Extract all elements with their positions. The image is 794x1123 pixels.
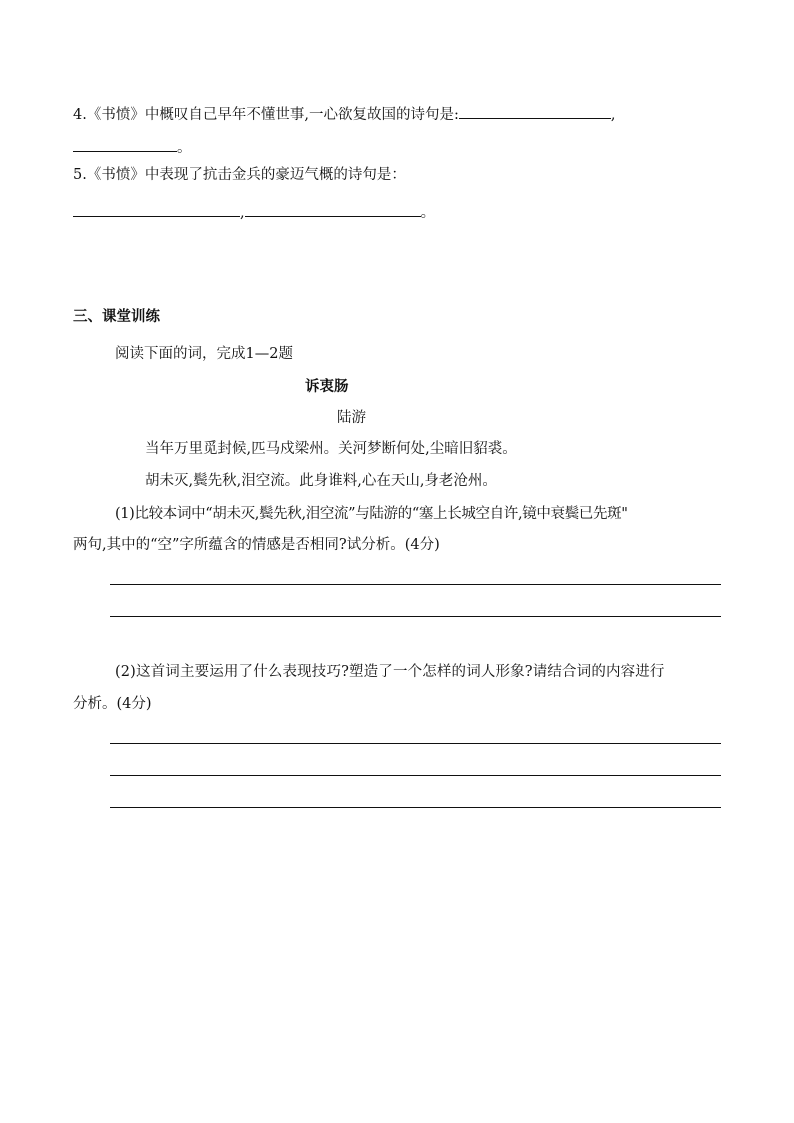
question-5-answer-blank-1[interactable] <box>73 202 240 217</box>
question-1-line-1: (1)比较本词中“胡未灭,鬓先秋,泪空流”与陆游的“塞上长城空自许,镜中衰鬓已先斑" <box>115 506 628 522</box>
poem-line-2: 胡未灭,鬓先秋,泪空流。此身谁料,心在天山,身老沧州。 <box>145 473 497 489</box>
question-2-line-2: 分析。(4分) <box>73 696 152 712</box>
question-5-text: 5.《书愤》中表现了抗击金兵的豪迈气概的诗句是： <box>73 167 406 183</box>
question-5-continuation <box>73 202 435 221</box>
question-4-continuation <box>73 137 192 156</box>
question-5-comma: , <box>240 205 245 221</box>
poem-author: 陆游 <box>337 410 366 426</box>
question-5-end: 。 <box>420 205 436 221</box>
question-2-line-1: (2)这首词主要运用了什么表现技巧?塑造了一个怎样的词人形象?请结合词的内容进行 <box>115 664 665 680</box>
question-2-answer-line-2[interactable] <box>110 775 721 776</box>
question-4-answer-blank-1[interactable] <box>459 104 611 119</box>
poem-line-1: 当年万里觅封候,匹马戍梁州。关河梦断何处,尘暗旧貂裘。 <box>145 441 517 457</box>
poem-title: 诉衷肠 <box>305 378 349 395</box>
section-heading: 三、课堂训练 <box>73 308 160 325</box>
question-1-line-2: 两句,其中的“空”字所蕴含的情感是否相同?试分析。(4分) <box>73 537 440 553</box>
question-4-text: 4.《书愤》中概叹自己早年不懂世事,一心欲复故国的诗句是: <box>73 107 459 123</box>
question-4-comma: , <box>610 107 616 123</box>
reading-instruction: 阅读下面的词，完成1—2题 <box>115 346 293 362</box>
question-2-answer-line-3[interactable] <box>110 807 721 808</box>
question-1-answer-line-1[interactable] <box>110 584 721 585</box>
question-4-line <box>73 104 615 123</box>
question-2-answer-line-1[interactable] <box>110 743 721 744</box>
question-4-end: 。 <box>177 140 192 156</box>
question-1-answer-line-2[interactable] <box>110 616 721 617</box>
question-5-line <box>73 168 406 183</box>
question-4-answer-blank-2[interactable] <box>73 137 177 152</box>
question-5-answer-blank-2[interactable] <box>245 202 421 217</box>
